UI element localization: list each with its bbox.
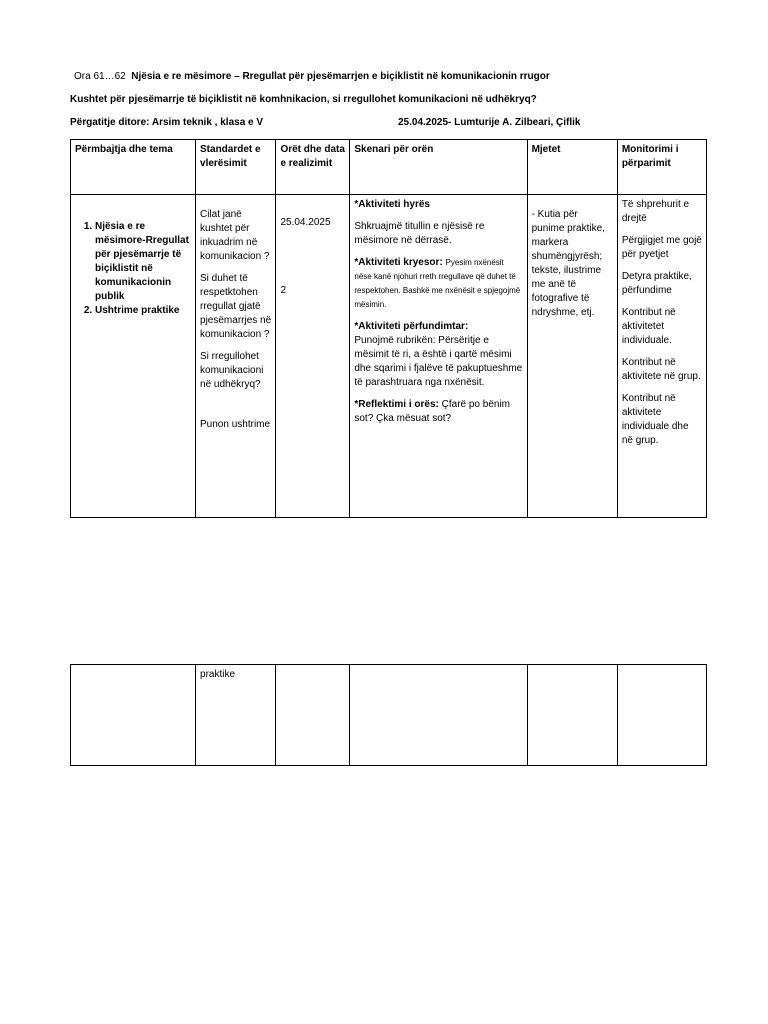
monitoring-item: Përgjigjet me gojë për pyetjet [621, 235, 702, 260]
monitoring-item: Kontribut në aktivitete në grup. [621, 357, 701, 382]
standards-cell [196, 195, 276, 518]
lesson-unit: Njësia e re mësimore – Rregullat për pjesëmarrjen e biçiklistit në komunikacionin rrugor [131, 71, 550, 82]
table-row [71, 665, 707, 766]
topics-list [75, 220, 191, 318]
monitoring-cell [617, 195, 706, 518]
lesson-hours: Ora 61…62 [74, 71, 126, 82]
final-activity-text: Punojmë rubrikën: Përsëritje e mësimit të ri, a është i qartë mësimi dhe sqarimi i fjalëve të pakuptueshme të parashtruara nga nxënësit. [354, 335, 523, 388]
monitoring-item: Detyra praktike, përfundime [621, 271, 692, 296]
header-standards: Standardet e vlerësimit [196, 140, 276, 195]
final-activity-label: *Aktiviteti përfundimtar: [354, 321, 469, 332]
final-activity [354, 320, 522, 390]
monitoring-cell [617, 665, 706, 766]
continuation-table [70, 664, 707, 766]
lesson-plan-table [70, 139, 707, 518]
hours-count: 2 [280, 285, 287, 296]
table-row [71, 195, 707, 518]
reflection-label: *Reflektimi i orës: [354, 399, 439, 410]
header-content: Përmbajtja dhe tema [71, 140, 196, 195]
lesson-title [74, 71, 550, 82]
monitoring-item: Kontribut në aktivitete individuale dhe në grup. [621, 393, 689, 446]
tools-text: - Kutia për punime praktike, markera shumëngjyrësh; tekste, ilustrime me anë të fotografive të ndryshme, etj. [531, 209, 605, 318]
main-activity [354, 256, 522, 312]
topic-item: 1. Njësia e re mësimore-Rregullat për pjesëmarrje të biçiklistit në komunikacionin publik [95, 220, 191, 304]
standard-item: Punon ushtrime [200, 419, 271, 430]
realization-date: 25.04.2025 [280, 217, 331, 228]
content-cell [71, 195, 196, 518]
header-hours-date: Orët dhe data e realizimit [276, 140, 350, 195]
standard-item: Si duhet të respetktohen rregullat gjatë pjesëmarrjes në komunikacion ? [200, 273, 272, 340]
table-header-row [71, 140, 707, 195]
reflection [354, 398, 522, 426]
content-cell [71, 665, 196, 766]
intro-activity-text: Shkruajmë titullin e njësisë re mësimore në dërrasë. [354, 221, 485, 246]
scenario-cell [350, 195, 527, 518]
scenario-cell [350, 665, 527, 766]
topic-item: 2. Ushtrime praktike [95, 304, 191, 318]
standard-item: Si rregullohet komunikacioni në udhëkryq? [200, 351, 264, 390]
monitoring-item: Të shprehurit e drejtë [621, 199, 690, 224]
intro-activity-label: *Aktiviteti hyrës [354, 199, 430, 210]
lesson-question: Kushtet për pjesëmarrje të biçiklistit në komhnikacion, si rregullohet komunikacioni në udhëkryq? [70, 94, 537, 105]
date-teacher: 25.04.2025- Lumturije A. Zilbeari, Çiflik [398, 117, 581, 128]
tools-cell [527, 195, 617, 518]
hours-date-cell [276, 195, 350, 518]
hours-date-cell [276, 665, 350, 766]
standards-tail: praktike [200, 669, 236, 680]
standards-cell [196, 665, 276, 766]
header-monitoring: Monitorimi i përparimit [617, 140, 706, 195]
reflection-text: Çfarë po bënim sot? Çka mësuat sot? [354, 399, 511, 424]
standard-item: Cilat janë kushtet për inkuadrim në komunikacion ? [200, 209, 270, 262]
main-activity-label: *Aktiviteti kryesor: [354, 257, 443, 268]
monitoring-item: Kontribut në aktivitetet individuale. [621, 307, 676, 346]
tools-cell [527, 665, 617, 766]
prepared-by: Përgatitje ditore: Arsim teknik , klasa e V [70, 117, 264, 128]
main-activity-text: Pyesim nxënësit nëse kanë njohuri rreth rregullave që duhet të respektohen. Bashkë me nxënësit e spjegojmë mësimin. [354, 258, 521, 309]
header-tools: Mjetet [527, 140, 617, 195]
header-scenario: Skenari për orën [350, 140, 527, 195]
